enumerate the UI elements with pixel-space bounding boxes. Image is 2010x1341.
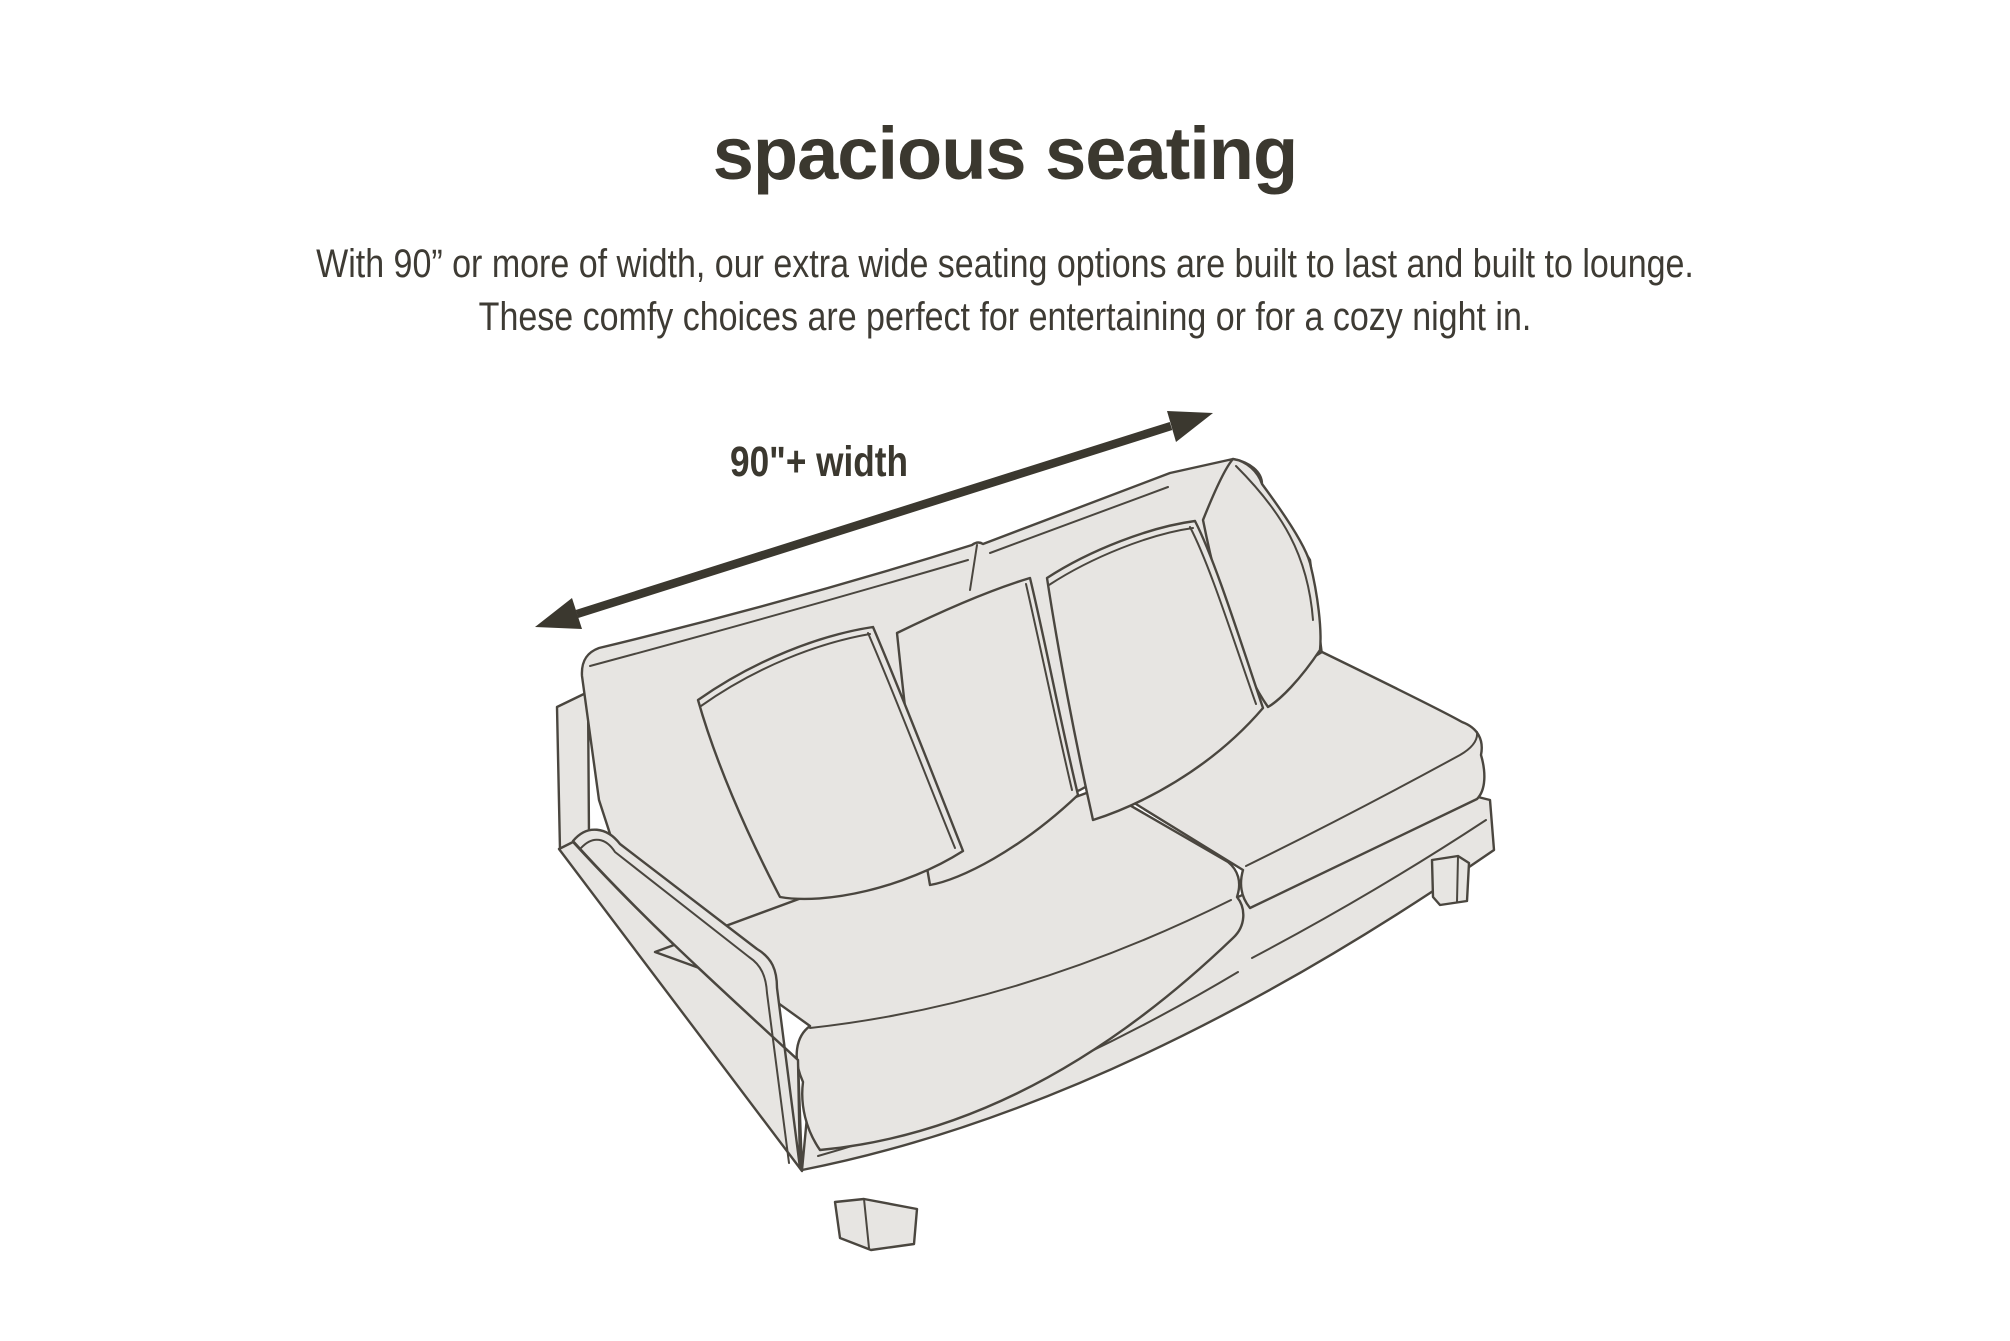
sofa-front-foot	[835, 1199, 917, 1250]
sofa-back-side-panel	[557, 692, 589, 850]
sofa-right-foot	[1432, 856, 1469, 905]
description-line-2: These comfy choices are perfect for entertaining or for a cozy night in.	[478, 295, 1532, 339]
sofa-right-foot-edge	[1457, 856, 1458, 902]
dimension-label: 90"+ width	[730, 438, 908, 486]
arrowhead-left	[535, 598, 582, 629]
description-line-1: With 90” or more of width, our extra wide seating options are built to last and built to lounge.	[316, 242, 1694, 286]
page-title: spacious seating	[712, 112, 1298, 195]
arrowhead-right	[1167, 411, 1213, 442]
